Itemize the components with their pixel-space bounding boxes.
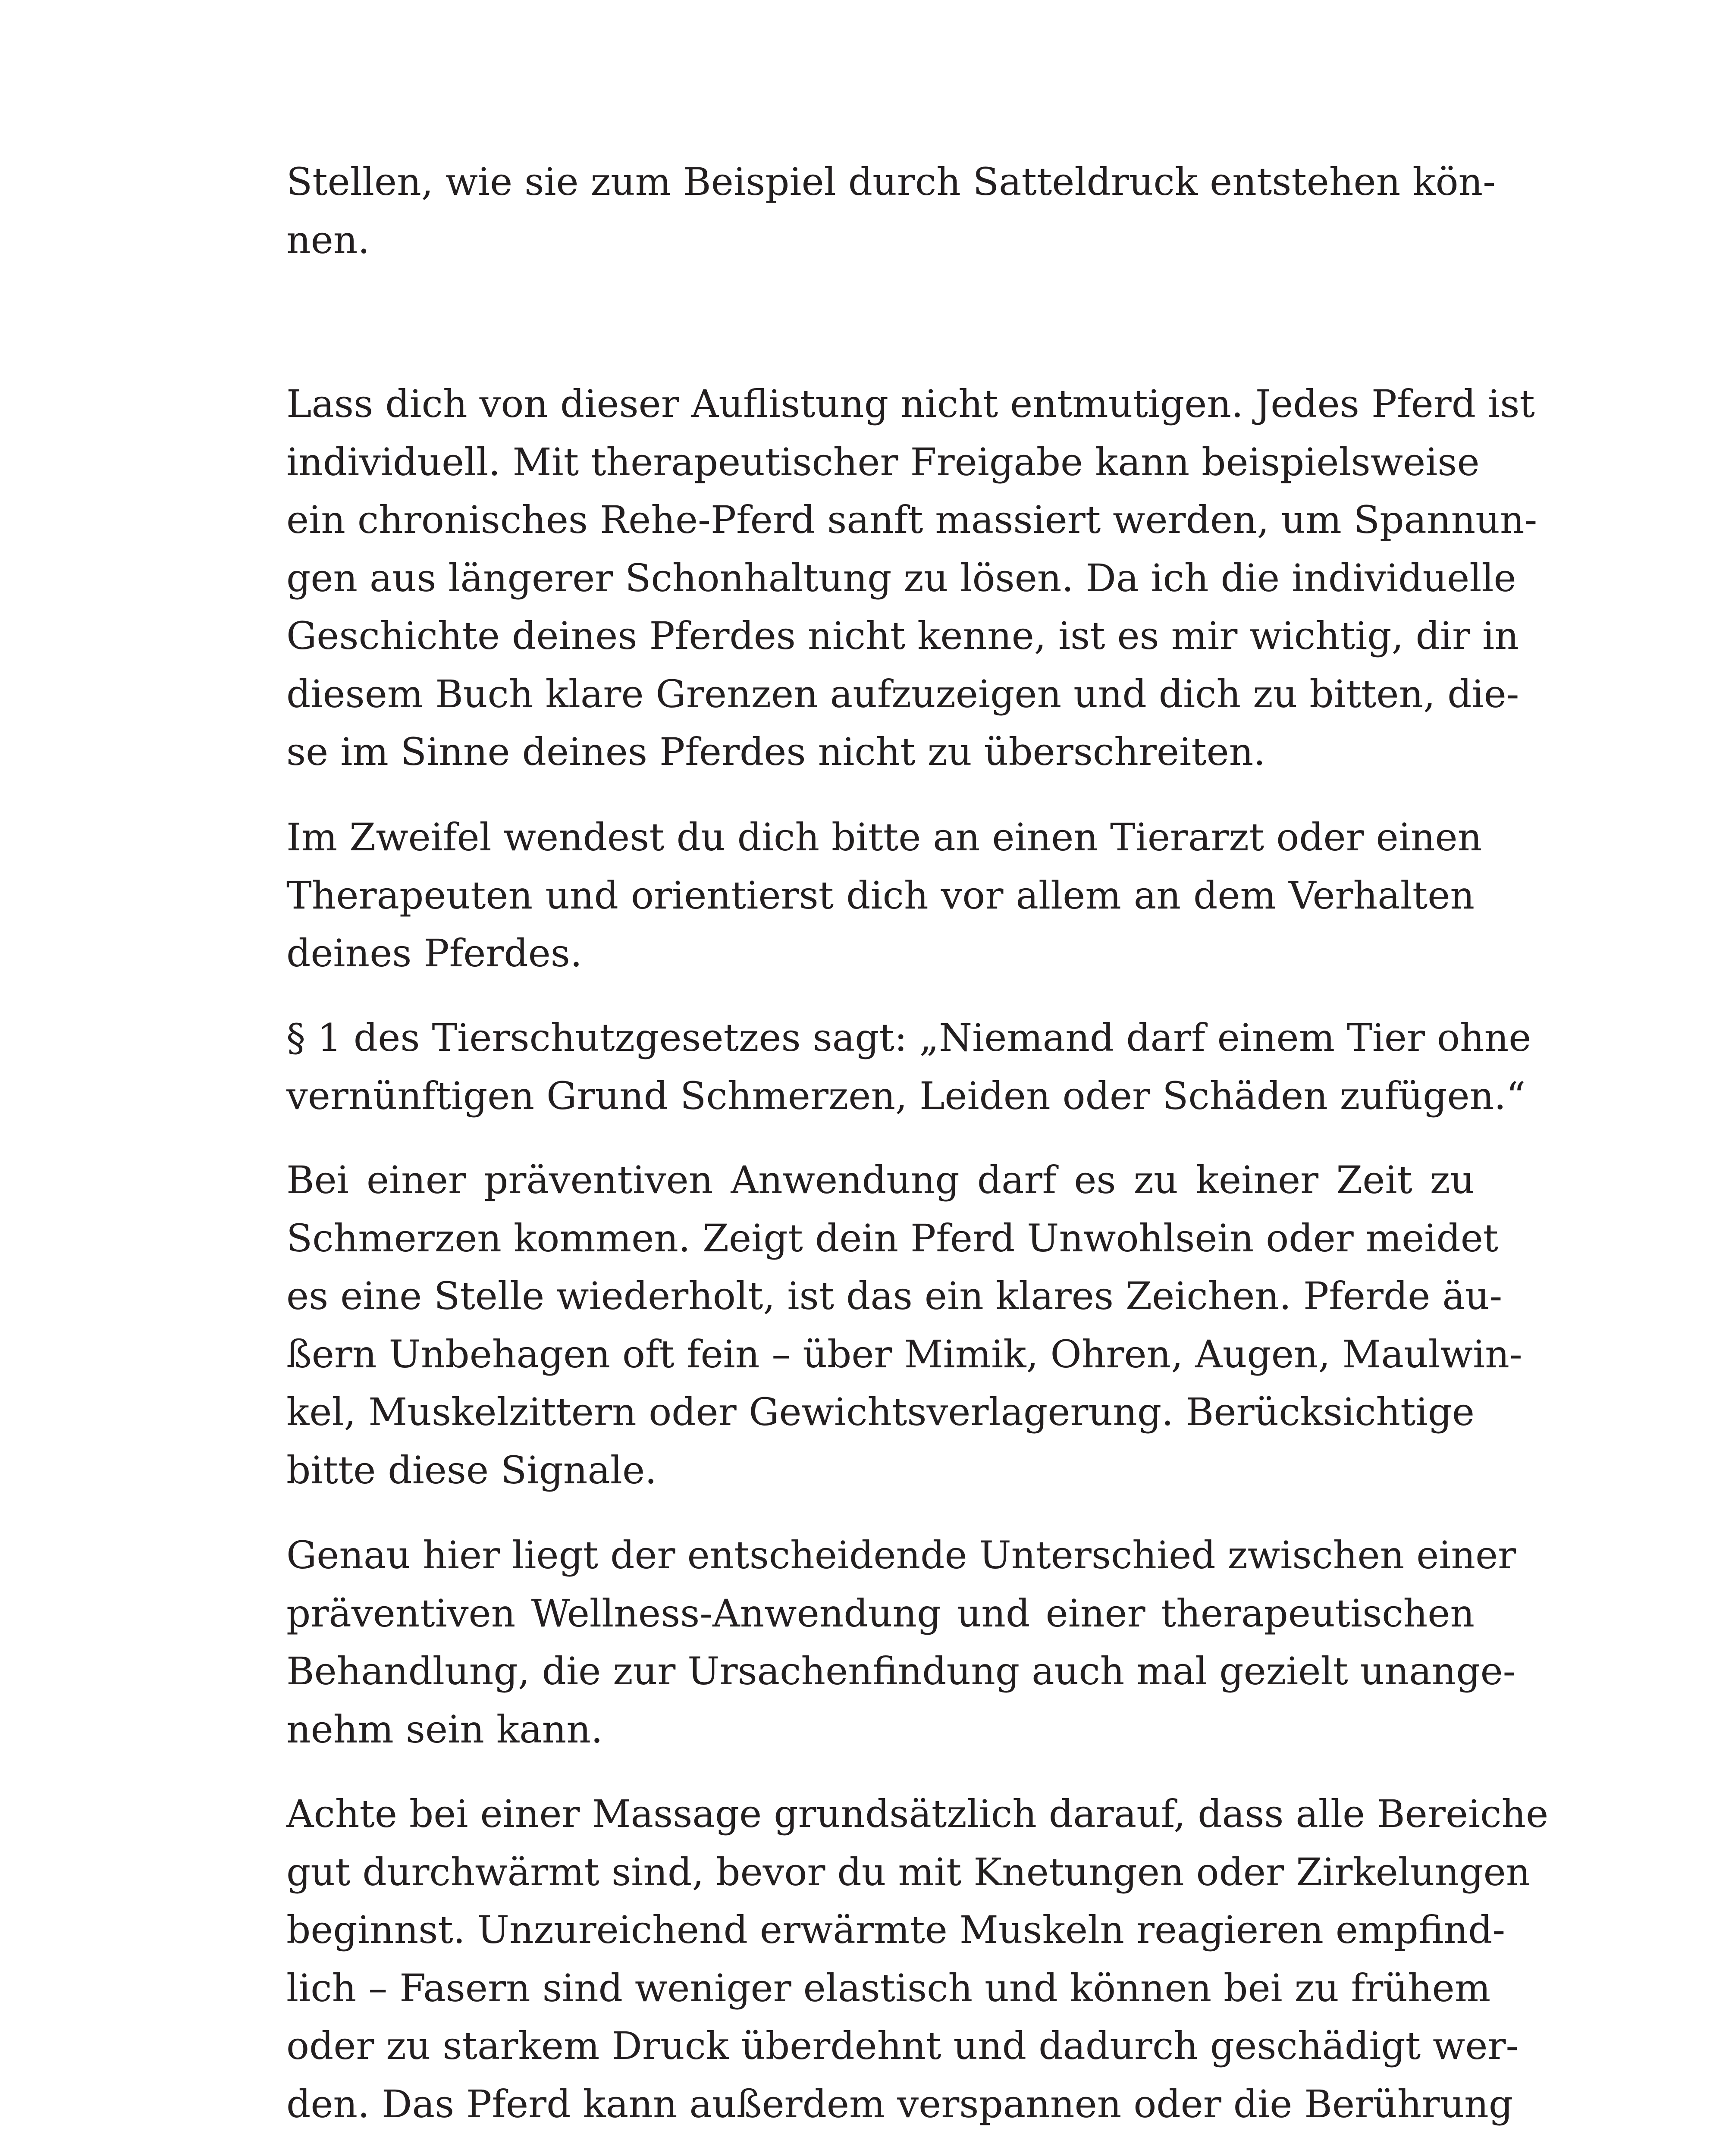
text-line: Genau hier liegt der entscheidende Unterschied zwischen einer (286, 1533, 1516, 1577)
paragraph-encouragement (286, 375, 1537, 781)
paragraph-preventive (286, 1151, 1522, 1499)
text-line: nehm sein kann. (286, 1707, 603, 1752)
text-line: oder zu starkem Druck überdehnt und dadurch geschädigt wer- (286, 2024, 1519, 2068)
text-line: beginnst. Unzureichend erwärmte Muskeln reagieren empfind- (286, 1908, 1506, 1952)
paragraph-difference (286, 1526, 1516, 1758)
text-line: lich – Fasern sind weniger elastisch und können bei zu frühem (286, 1965, 1491, 2010)
paragraph-continuation (286, 153, 1496, 269)
text-line: individuell. Mit therapeutischer Freigabe kann beispielsweise (286, 439, 1480, 484)
text-line: bitte diese Signale. (286, 1448, 657, 1492)
text-line: ein chronisches Rehe-Pferd sanft massiert werden, um Spannun- (286, 498, 1537, 542)
text-line: Bei einer präventiven Anwendung darf es zu keiner Zeit zu (286, 1158, 1475, 1202)
text-line: Therapeuten und orientierst dich vor allem an dem Verhalten (286, 873, 1475, 918)
text-line: den. Das Pferd kann außerdem verspannen oder die Berührung (286, 2081, 1513, 2126)
text-line: deines Pferdes. (286, 931, 582, 975)
text-line: Achte bei einer Massage grundsätzlich darauf, dass alle Bereiche (286, 1792, 1549, 1836)
text-line: gen aus längerer Schonhaltung zu lösen. Da ich die individuelle (286, 555, 1516, 600)
text-line: § 1 des Tierschutzgesetzes sagt: „Niemand darf einem Tier ohne (286, 1015, 1531, 1060)
paragraph-law-quote (286, 1009, 1531, 1125)
paragraph-warmup (286, 1785, 1549, 2133)
text-line: Lass dich von dieser Auflistung nicht entmutigen. Jedes Pferd ist (286, 382, 1535, 426)
text-line: diesem Buch klare Grenzen aufzuzeigen und dich zu bitten, die- (286, 671, 1519, 716)
text-line: Stellen, wie sie zum Beispiel durch Satteldruck entstehen kön- (286, 160, 1496, 204)
text-line: Geschichte deines Pferdes nicht kenne, ist es mir wichtig, dir in (286, 614, 1519, 658)
text-line: se im Sinne deines Pferdes nicht zu überschreiten. (286, 730, 1266, 774)
text-line: ßern Unbehagen oft fein – über Mimik, Ohren, Augen, Maulwin- (286, 1332, 1522, 1376)
text-line: Behandlung, die zur Ursachenfindung auch mal gezielt unange- (286, 1649, 1516, 1693)
text-line: vernünftigen Grund Schmerzen, Leiden oder Schäden zufügen.“ (286, 1073, 1526, 1118)
text-line: es eine Stelle wiederholt, ist das ein klares Zeichen. Pferde äu- (286, 1274, 1503, 1318)
text-line: präventiven Wellness-Anwendung und einer therapeutischen (286, 1591, 1475, 1636)
text-line: gut durchwärmt sind, bevor du mit Knetungen oder Zirkelungen (286, 1849, 1531, 1894)
text-line: Im Zweifel wendest du dich bitte an einen Tierarzt oder einen (286, 815, 1482, 859)
text-line: nen. (286, 217, 370, 262)
text-line: Schmerzen kommen. Zeigt dein Pferd Unwohlsein oder meidet (286, 1216, 1499, 1260)
paragraph-doubt (286, 808, 1482, 983)
text-line: kel, Muskelzittern oder Gewichtsverlagerung. Berücksichtige (286, 1390, 1475, 1434)
